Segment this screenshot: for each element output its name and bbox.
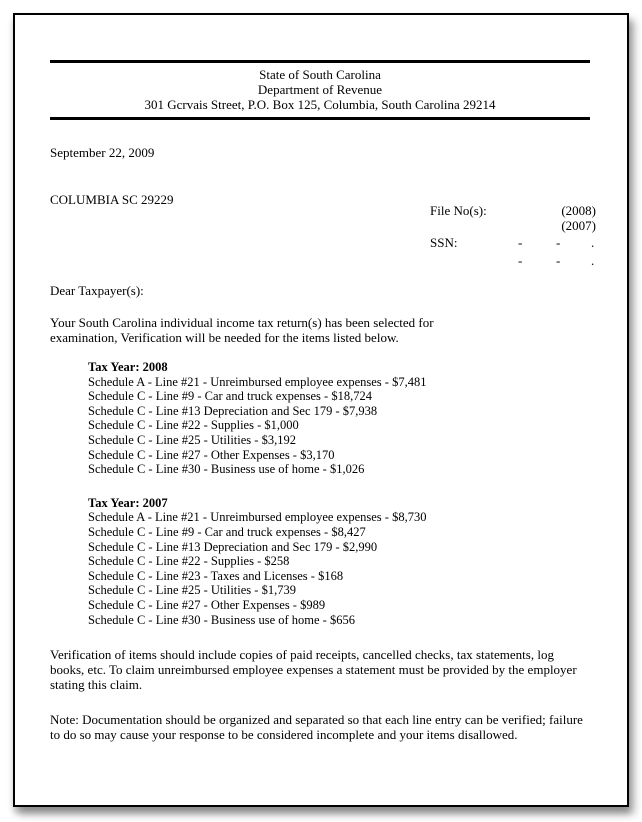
file-number-year: (2007) — [561, 218, 596, 233]
schedule-item: Schedule C - Line #23 - Taxes and Licenses - $168 — [88, 568, 344, 583]
ssn-dash: - — [518, 235, 523, 250]
schedule-item: Schedule C - Line #9 - Car and truck expenses - $18,724 — [88, 389, 372, 404]
verification-paragraph — [50, 647, 627, 692]
ssn-period: . — [591, 235, 595, 250]
ssn-dash: - — [518, 253, 523, 268]
tax-year-2007-section — [88, 496, 627, 627]
tax-year-heading: Tax Year: 2007 — [88, 495, 168, 510]
letter-date: September 22, 2009 — [50, 145, 155, 160]
ssn-row — [430, 253, 596, 268]
schedule-item: Schedule A - Line #21 - Unreimbursed employee expenses - $8,730 — [88, 510, 427, 525]
letterhead-department: Department of Revenue — [257, 82, 383, 97]
schedule-item: Schedule C - Line #30 - Business use of home - $1,026 — [88, 462, 365, 477]
letterhead — [50, 67, 590, 112]
ssn-period: . — [591, 253, 595, 268]
file-number-row — [430, 203, 596, 218]
file-number-year: (2008) — [561, 203, 596, 218]
recipient-address: COLUMBIA SC 29229 — [50, 192, 174, 207]
paragraph-line: stating this claim. — [50, 677, 143, 693]
intro-paragraph — [50, 315, 627, 345]
schedule-item: Schedule C - Line #22 - Supplies - $1,000 — [88, 418, 299, 433]
schedule-item: Schedule C - Line #13 Depreciation and Sec 179 - $2,990 — [88, 539, 378, 554]
tax-year-2008-section — [88, 360, 627, 477]
schedule-item: Schedule C - Line #27 - Other Expenses - $989 — [88, 597, 326, 612]
schedule-item: Schedule C - Line #22 - Supplies - $258 — [88, 554, 290, 569]
intro-line: examination, Verification will be needed for the items listed below. — [50, 330, 399, 345]
schedule-item: Schedule A - Line #21 - Unreimbursed employee expenses - $7,481 — [88, 374, 427, 389]
tax-year-heading: Tax Year: 2008 — [88, 360, 168, 374]
reference-block — [430, 203, 596, 268]
schedule-item: Schedule C - Line #27 - Other Expenses - $3,170 — [88, 447, 335, 462]
letterhead-address: 301 Gcrvais Street, P.O. Box 125, Columbia, South Carolina 29214 — [144, 97, 496, 112]
ssn-dash: - — [556, 235, 561, 250]
letterhead-state: State of South Carolina — [259, 67, 381, 82]
paragraph-line: Note: Documentation should be organized and separated so that each line entry can be verified; failure — [50, 712, 583, 728]
paragraph-line: to do so may cause your response to be considered incomplete and your items disallowed. — [50, 727, 518, 743]
ssn-label: SSN: — [430, 235, 458, 250]
ssn-dash: - — [556, 253, 561, 268]
note-paragraph — [50, 712, 627, 742]
file-number-label: File No(s): — [430, 203, 487, 218]
letter-content — [15, 15, 627, 805]
letter-page — [13, 13, 629, 807]
schedule-item: Schedule C - Line #25 - Utilities - $3,192 — [88, 432, 296, 447]
salutation: Dear Taxpayer(s): — [50, 283, 144, 298]
paragraph-line: Verification of items should include copies of paid receipts, cancelled checks, tax statements, log — [50, 647, 554, 663]
file-number-row — [430, 218, 596, 233]
intro-line: Your South Carolina individual income tax return(s) has been selected for — [50, 315, 434, 330]
schedule-item: Schedule C - Line #30 - Business use of home - $656 — [88, 612, 355, 627]
letterhead-rule-top — [50, 60, 590, 63]
ssn-row — [430, 235, 596, 250]
letterhead-rule-bottom — [50, 117, 590, 120]
paragraph-line: books, etc. To claim unreimbursed employee expenses a statement must be provided by the employer — [50, 662, 577, 678]
schedule-item: Schedule C - Line #13 Depreciation and Sec 179 - $7,938 — [88, 403, 378, 418]
schedule-item: Schedule C - Line #25 - Utilities - $1,739 — [88, 583, 296, 598]
schedule-item: Schedule C - Line #9 - Car and truck expenses - $8,427 — [88, 524, 366, 539]
